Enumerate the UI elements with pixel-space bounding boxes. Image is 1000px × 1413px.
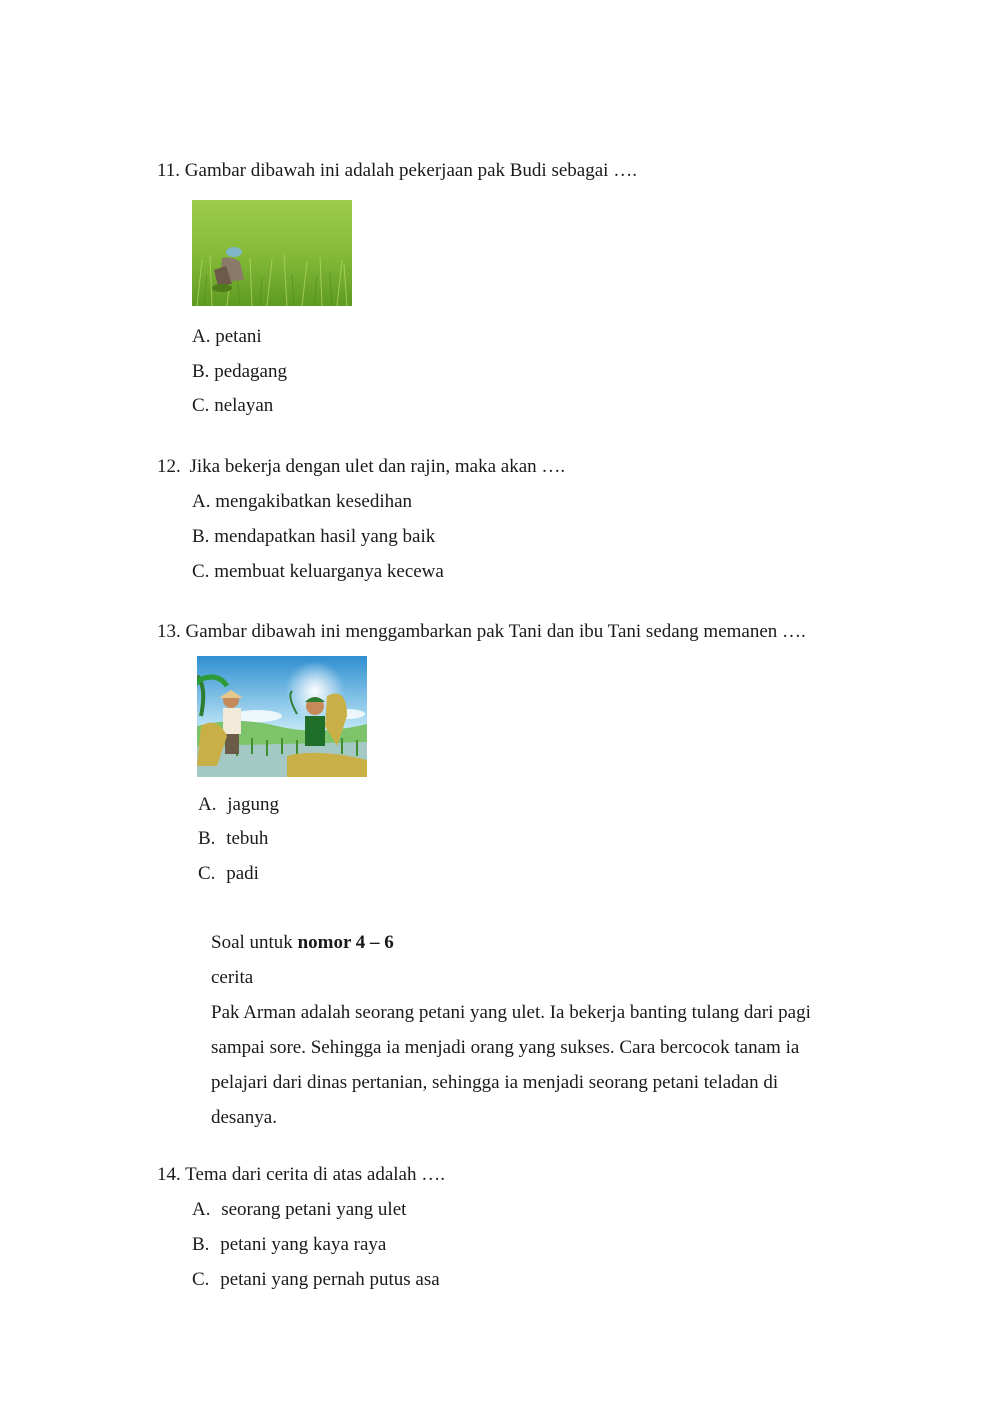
option-letter: C. bbox=[192, 561, 210, 582]
question-number: 14. bbox=[157, 1164, 181, 1185]
harvest-cartoon-illustration bbox=[197, 656, 367, 777]
story-line: pelajari dari dinas pertanian, sehingga ia menjadi seorang petani teladan di bbox=[211, 1072, 779, 1093]
question-text: Gambar dibawah ini menggambarkan pak Tani dan ibu Tani sedang memanen …. bbox=[185, 621, 806, 642]
question-11 bbox=[157, 161, 637, 180]
question-13 bbox=[157, 622, 806, 641]
question-text: Gambar dibawah ini adalah pekerjaan pak Budi sebagai …. bbox=[184, 160, 637, 181]
option-letter: C. bbox=[192, 1269, 210, 1290]
option-text: pedagang bbox=[214, 361, 287, 382]
story-line: Pak Arman adalah seorang petani yang ulet. Ia bekerja banting tulang dari pagi bbox=[211, 1002, 811, 1023]
question-14-option-a[interactable] bbox=[192, 1200, 406, 1219]
option-text: petani yang kaya raya bbox=[220, 1234, 387, 1255]
harvest-cartoon-icon bbox=[197, 656, 367, 777]
option-text: tebuh bbox=[226, 828, 269, 849]
option-text: padi bbox=[226, 863, 259, 884]
option-letter: B. bbox=[192, 526, 210, 547]
story-label: cerita bbox=[211, 967, 254, 988]
option-letter: A. bbox=[192, 326, 211, 347]
question-12-option-c[interactable] bbox=[192, 562, 444, 581]
question-13-option-a[interactable] bbox=[198, 795, 279, 814]
question-13-option-b[interactable] bbox=[198, 829, 268, 848]
option-letter: C. bbox=[192, 395, 210, 416]
question-13-option-c[interactable] bbox=[198, 864, 259, 883]
question-14-option-b[interactable] bbox=[192, 1235, 386, 1254]
option-text: jagung bbox=[227, 794, 279, 815]
option-letter: B. bbox=[192, 361, 210, 382]
question-number: 12. bbox=[157, 456, 181, 477]
option-text: seorang petani yang ulet bbox=[221, 1199, 407, 1220]
question-11-option-b[interactable] bbox=[192, 362, 287, 381]
question-11-option-c[interactable] bbox=[192, 396, 273, 415]
story-line: desanya. bbox=[211, 1107, 277, 1128]
question-12-option-a[interactable] bbox=[192, 492, 412, 511]
option-letter: A. bbox=[192, 491, 211, 512]
option-letter: A. bbox=[192, 1199, 211, 1220]
story-intro bbox=[211, 933, 394, 952]
option-text: petani yang pernah putus asa bbox=[220, 1269, 440, 1290]
question-text: Jika bekerja dengan ulet dan rajin, maka akan …. bbox=[189, 456, 566, 477]
question-14-option-c[interactable] bbox=[192, 1270, 440, 1289]
question-number: 11. bbox=[157, 160, 181, 181]
question-text: Tema dari cerita di atas adalah …. bbox=[185, 1164, 445, 1185]
option-letter: B. bbox=[198, 828, 216, 849]
question-12-option-b[interactable] bbox=[192, 527, 435, 546]
option-text: petani bbox=[215, 326, 262, 347]
rice-field-farmer-photo bbox=[192, 200, 352, 306]
option-letter: C. bbox=[198, 863, 216, 884]
option-text: nelayan bbox=[214, 395, 274, 416]
question-11-option-a[interactable] bbox=[192, 327, 262, 346]
option-letter: B. bbox=[192, 1234, 210, 1255]
question-14 bbox=[157, 1165, 445, 1184]
story-intro-text: Soal untuk bbox=[211, 932, 298, 953]
rice-field-photo-icon bbox=[192, 200, 352, 306]
story-line: sampai sore. Sehingga ia menjadi orang yang sukses. Cara bercocok tanam ia bbox=[211, 1037, 800, 1058]
question-12 bbox=[157, 457, 565, 476]
question-number: 13. bbox=[157, 621, 181, 642]
option-letter: A. bbox=[198, 794, 217, 815]
option-text: membuat keluarganya kecewa bbox=[214, 561, 444, 582]
option-text: mengakibatkan kesedihan bbox=[215, 491, 413, 512]
option-text: mendapatkan hasil yang baik bbox=[214, 526, 436, 547]
story-intro-range: nomor 4 – 6 bbox=[297, 932, 394, 953]
